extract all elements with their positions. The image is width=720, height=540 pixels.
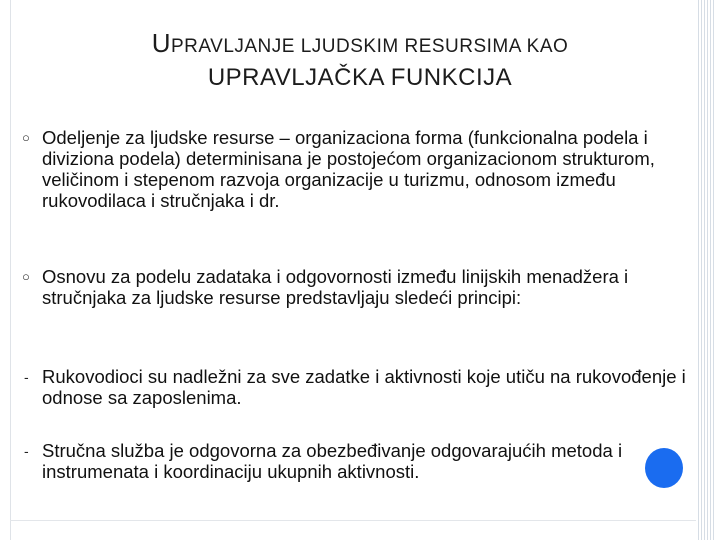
list-item-3: Rukovodioci su nadležni za sve zadatke i aktivnosti koje utiču na rukovođenje i odnose sa zaposlenima. xyxy=(42,366,686,408)
title-line-1: UPRAVLJANJE LJUDSKIM RESURSIMA KAO xyxy=(151,28,569,58)
decorative-circle xyxy=(645,448,683,488)
dash-marker: - xyxy=(24,443,29,459)
bullet-icon: ○ xyxy=(22,130,30,145)
frame-bottom-line xyxy=(10,520,696,521)
dash-marker: - xyxy=(24,369,29,385)
list-item-2: Osnovu za podelu zadataka i odgovornosti između linijskih menadžera i stručnjaka za ljudske resurse predstavljaju sledeći principi: xyxy=(42,266,629,308)
bullet-icon: ○ xyxy=(22,269,30,284)
list-item-1: Odeljenje za ljudske resurse – organizaciona forma (funkcionalna podela i diviziona podela) determinisana je postojećom organizacionom strukturom, veličinom i stepenom razvoja organizacije u turizmu, odnosom između rukovodilaca i stručnjaka i dr. xyxy=(42,127,655,211)
list-item-4: Stručna služba je odgovorna za obezbeđivanje odgovarajućih metoda i instrumenata i koordinaciju ukupnih aktivnosti. xyxy=(42,440,623,482)
title-line-2: UPRAVLJAČKA FUNKCIJA xyxy=(207,64,513,91)
